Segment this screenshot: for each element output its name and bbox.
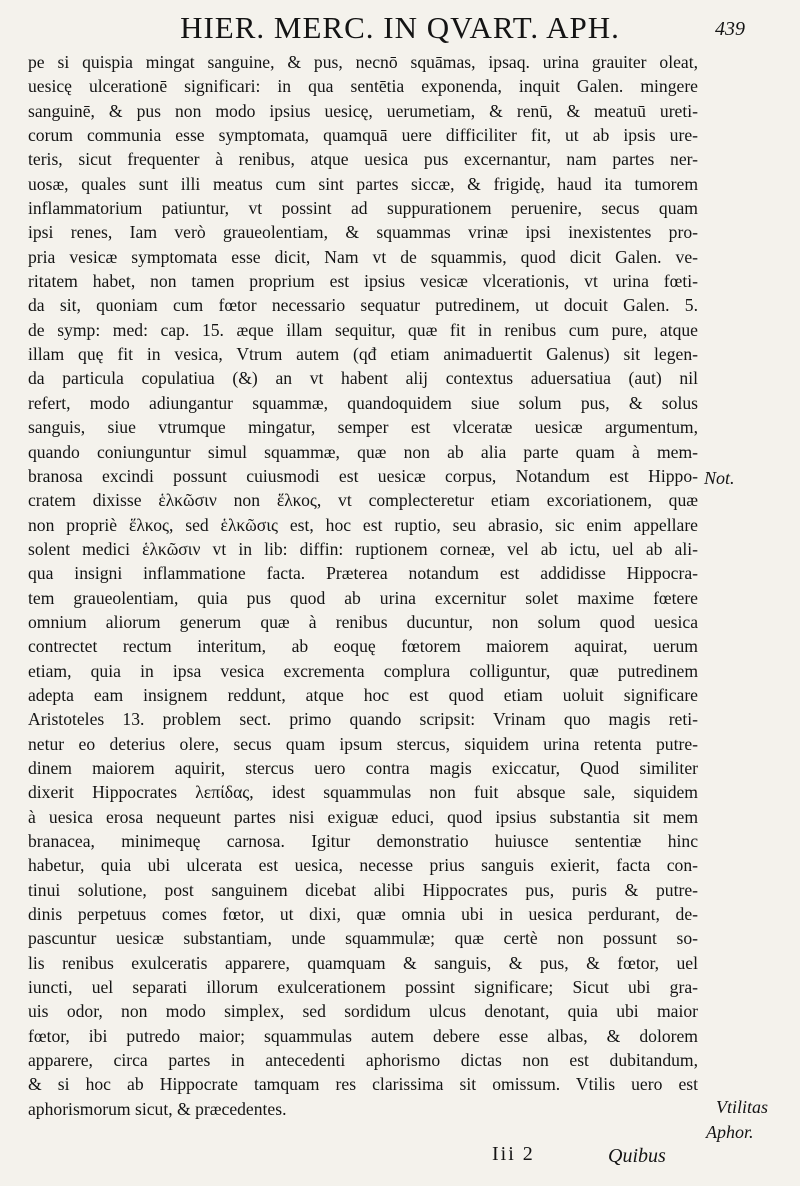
text-line: tem graueolentiam, quia pus quod ab urina excernitur solet maxime fœtere [28,587,698,608]
catchword: Quibus [608,1145,666,1167]
text-line: dinis perpetuus comes fœtor, ut dixi, quæ omnia ubi in uesica perdurant, de- [28,904,698,925]
text-line: & si hoc ab Hippocrate tamquam res clarissima sit omissum. Vtilis uero est [28,1074,698,1095]
text-line: apparere, circa partes in antecedenti aphorismo dictas non est dubitandum, [28,1050,698,1071]
text-line: branosa excindi possunt cuiusmodi est uesicæ corpus, Notandum est Hippo- [28,465,698,486]
text-line: da sit, quoniam cum fœtor necessario sequatur putredinem, ut docuit Galen. 5. [28,295,698,316]
text-line: quando coniunguntur simul squammæ, quæ non ab alia parte quam à mem- [28,441,698,462]
margin-note-utilitas: Vtilitas [716,1097,769,1117]
text-line: illam quę fit in vesica, Vtrum autem (qđ etiam animaduertit Galenus) sit legen- [28,344,698,365]
text-line: ipsi renes, Iam verò graueolentiam, & squammas vrinæ ipsi inexistentes pro- [28,222,698,243]
text-line: teris, sicut frequenter à renibus, atque uesica pus excernantur, nam partes ner- [28,149,698,170]
text-line: ritatem habet, non tamen proprium est ipsius vesicæ vlcerationis, vt urina fœti- [28,271,698,292]
text-line: cratem dixisse ἑλκῶσιν non ἕλκος, vt complecteretur etiam excoriationem, quæ [28,490,698,511]
text-line: omnium aliorum generum quæ à renibus ducuntur, non solum quod uesica [28,611,698,632]
margin-note-not: Not. [704,468,735,488]
text-line: de symp: med: cap. 15. æque illam sequitur, quæ fit in renibus cum pure, atque [28,319,698,340]
text-line: branacea, minimequę carnosa. Igitur demonstratio huiusce sententiæ hinc [28,831,698,851]
text-line: pascuntur uesicæ substantiam, unde squammulæ; quæ certè non possunt so- [28,928,698,949]
text-line: à uesica erosa nequeunt partes nisi exiguæ educi, quod ipsius substantia sit mem [28,806,698,827]
body-text [28,50,698,1121]
text-line: lis renibus exulceratis apparere, quamquam & sanguis, & pus, & fœtor, uel [28,952,698,973]
text-line: sanguinē, & pus non modo ipsius uesicę, uerumetiam, & renū, & meatuū ureti- [28,100,698,121]
text-line: fœtor, ibi putredo maior; squammulas autem debere esse albas, & dolorem [28,1025,698,1046]
text-line: etiam, quia in ipsa vesica excrementa complura colliguntur, quæ putredinem [28,660,698,681]
text-line: Aristoteles 13. problem sect. primo quando scripsit: Vrinam quo magis reti- [28,709,698,730]
text-line: dixerit Hippocrates λεπίδας, idest squammulas non fuit absque sale, siquidem [28,782,698,803]
text-line: uesicę ulcerationē significari: in qua sentētia exponenda, inquit Galen. mingere [28,76,698,97]
text-line: iuncti, uel separati illorum exulcerationem possint significare; Sicut ubi gra- [28,977,698,998]
text-line: refert, modo adiungantur squammæ, quandoquidem siue solum pus, & solus [28,392,698,413]
text-line: solent medici ἑλκῶσιν vt in lib: diffin: ruptionem corneæ, vel ab ictu, uel ab ali- [28,538,698,559]
text-line: non propriè ἕλκος, sed ἑλκῶσις est, hoc est ruptio, seu abrasio, sic enim appellare [28,514,698,535]
text-line: uosæ, quales sunt illi meatus cum sint partes siccæ, & frigidę, haud ita tumorem [28,173,698,194]
text-line: pria vesicæ symptomata esse dicit, Nam vt de squammis, quod dicit Galen. ve- [28,246,698,267]
text-line: da particula copulatiua (&) an vt habent alij contextus aduersatiua (aut) nil [28,368,698,389]
text-line: sanguis, siue vtrumque mingatur, semper est vlceratæ uesicæ argumentum, [28,417,698,438]
page-number: 439 [715,18,745,40]
text-line: contrectet rectum interitum, ab eoquę fœtorem maiorem aquirat, uerum [28,636,698,657]
text-line: netur eo deterius olere, secus quam ipsum stercus, siquidem urina retenta putre- [28,733,698,754]
text-line: adepta eam insignem reddunt, atque hoc est quod etiam uoluit significare [28,684,698,705]
text-line: qua insigni inflammatione facta. Præterea notandum est addidisse Hippocra- [28,563,698,584]
signature-mark: Iii 2 [492,1143,535,1165]
text-line: aphorismorum sicut, & præcedentes. [28,1098,287,1119]
text-line: habetur, quia ubi ulcerata est uesica, necesse prius sanguis exierit, facta con- [28,855,698,876]
text-line: uis odor, non modo simplex, sed sordidum ulcus denotant, quia ubi maior [28,1001,698,1022]
margin-note-aphor: Aphor. [706,1122,754,1142]
text-line: corum communia esse symptomata, quamquā uere difficiliter fit, ut ab ipsis ure- [28,125,698,146]
text-line: dinem maiorem aquirit, stercus uero contra magis exiccatur, Quod similiter [28,757,698,778]
running-title: HIER. MERC. IN QVART. APH. [180,10,620,45]
text-line: inflammatorium patiuntur, vt possint ad suppurationem peruenire, secus quam [28,198,698,219]
text-line: tinui solutione, post sanguinem dicebat alibi Hippocrates pus, puris & putre- [28,879,698,900]
text-line: pe si quispia mingat sanguine, & pus, necnō squāmas, ipsaq. urina grauiter oleat, [28,52,698,72]
